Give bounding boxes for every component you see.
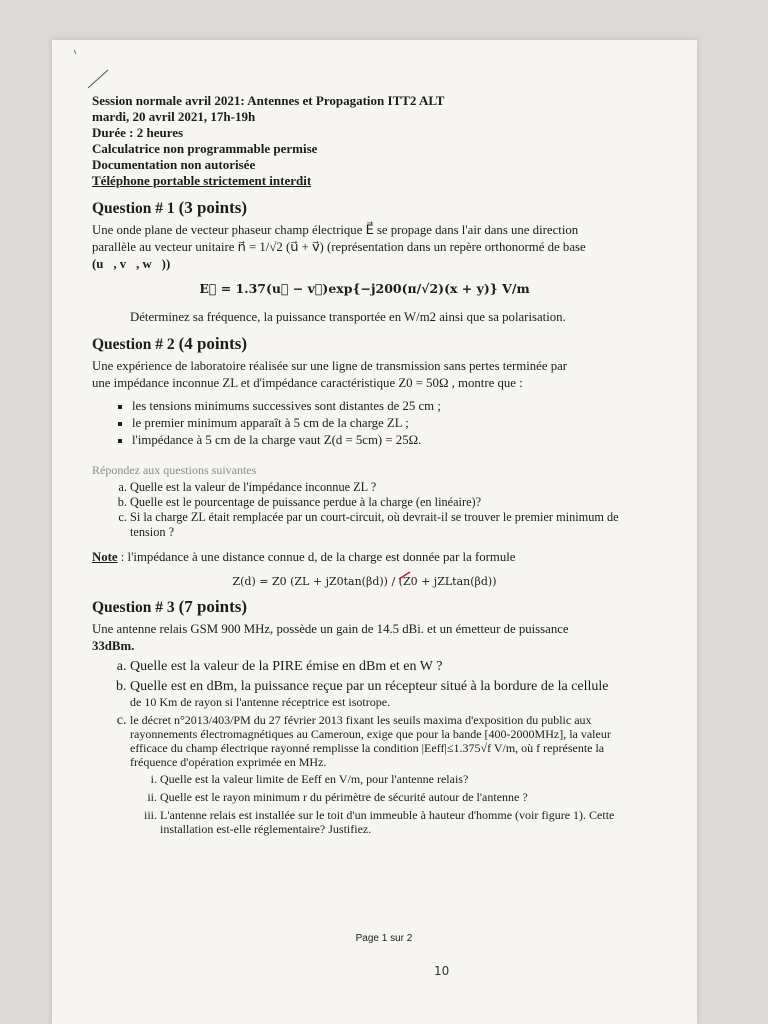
list-item: i. Quelle est la valeur limite de Eeff en V/m, pour l'antenne relais? (160, 772, 637, 786)
q1-text-2: parallèle au vecteur unitaire n⃗ = 1/√2 (u⃗ + v⃗) (représentation dans un repère orthonormé de base (92, 240, 586, 254)
note-text: : l'impédance à une distance connue d, de la charge est donnée par la formule (117, 550, 516, 564)
list-item: ▪ le premier minimum apparaît à 5 cm de la charge ZL ; (132, 415, 637, 432)
question-2-title (92, 334, 637, 354)
q1-field-formula: E⃗ = 1.37(u⃗ − v⃗)exp{−j200(π/√2)(x + y)} V/m (199, 281, 530, 296)
list-item: ii. Quelle est le rayon minimum r du périmètre de sécurité autour de l'antenne ? (160, 790, 637, 804)
handwritten-score: 10 (434, 964, 450, 978)
question-3-title (92, 597, 637, 617)
exam-date: mardi, 20 avril 2021, 17h-19h (92, 109, 256, 124)
exam-duration: Durée : 2 heures (92, 125, 184, 140)
note-label: Note (92, 550, 118, 564)
question-2-points: (4 points) (178, 334, 248, 353)
q1-text-1: Une onde plane de vecteur phaseur champ électrique E⃗ se propage dans l'air dans une direction (92, 223, 579, 237)
session-title: Session normale avril 2021: Antennes et Propagation ITT2 ALT (92, 93, 445, 108)
calculator-rule: Calculatrice non programmable permise (92, 141, 318, 156)
list-item: a. Quelle est la valeur de l'impédance inconnue ZL ? (130, 480, 637, 495)
list-item: b. Quelle est le pourcentage de puissance perdue à la charge (en linéaire)? (130, 495, 637, 510)
question-1-points: (3 points) (178, 198, 248, 217)
q1-task: Déterminez sa fréquence, la puissance transportée en W/m2 ainsi que sa polarisation. (130, 310, 566, 324)
pencil-mark-icon (60, 48, 110, 98)
q1-text-3: (u⃗, v⃗, w⃗)) (92, 257, 171, 271)
page-number: Page 1 sur 2 (355, 933, 413, 944)
list-item: ▪ l'impédance à 5 cm de la charge vaut Z(d = 5cm) = 25Ω. (132, 432, 637, 449)
q3-item-c: c. le décret n°2013/403/PM du 27 février 2013 fixant les seuils maxima d'exposition du public aux rayonnements électromagnétiques au Cameroun, exige que pour la bande [400-2000MHz], la valeur efficace du champ électrique rayonné remplisse la condition |Eeff|≤1.375√f V/m, où f représente la fréquence d'opération exprimée en MHz. (130, 713, 611, 769)
q2-text-1: Une expérience de laboratoire réalisée sur une ligne de transmission sans pertes terminée par (92, 359, 568, 373)
list-item: c. Si la charge ZL était remplacée par un court-circuit, où devrait-il se trouver le premier minimum de tension ? (130, 510, 637, 540)
q2-note (92, 550, 637, 565)
q2-impedance-formula: Z(d) = Z0 (ZL + jZ0tan(βd)) / (Z0 + jZLtan(βd)) (232, 575, 497, 588)
list-item: iii. L'antenne relais est installée sur le toit d'un immeuble à hauteur d'homme (voir figure 1). Cette installation est-elle réglementaire? Justifiez. (160, 808, 637, 836)
list-item (130, 659, 637, 675)
exam-content (92, 93, 637, 840)
question-3-label: Question # 3 (92, 599, 175, 616)
q2-text-2: une impédance inconnue ZL et d'impédance caractéristique Z0 = 50Ω , montre que : (92, 376, 523, 390)
list-item: ▪ les tensions minimums successives sont distantes de 25 cm ; (132, 398, 637, 415)
q3-text-2: 33dBm. (92, 639, 135, 653)
list-item (130, 679, 637, 709)
list-item (130, 713, 637, 836)
documentation-rule: Documentation non autorisée (92, 157, 256, 172)
phone-rule: Téléphone portable strictement interdit (92, 173, 312, 188)
q3-item-b-continuation: de 10 Km de rayon si l'antenne réceptrice est isotrope. (130, 695, 391, 709)
q2-prompt: Répondez aux questions suivantes (92, 463, 257, 477)
q3-subquestions (130, 772, 637, 836)
question-2-label: Question # 2 (92, 336, 175, 353)
q3-questions (92, 659, 637, 836)
q3-item-b: Quelle est en dBm, la puissance reçue par un récepteur situé à la bordure de la cellule (130, 679, 609, 694)
q3-item-a: Quelle est la valeur de la PIRE émise en dBm et en W ? (130, 659, 443, 674)
question-1-title (92, 198, 637, 218)
q2-observations (92, 398, 637, 449)
red-pen-tick-icon (398, 570, 412, 580)
q3-text-1: Une antenne relais GSM 900 MHz, possède un gain de 14.5 dBi. et un émetteur de puissance (92, 622, 569, 636)
q2-questions (92, 480, 637, 540)
question-3-points: (7 points) (178, 597, 248, 616)
question-1-label: Question # 1 (92, 200, 175, 217)
